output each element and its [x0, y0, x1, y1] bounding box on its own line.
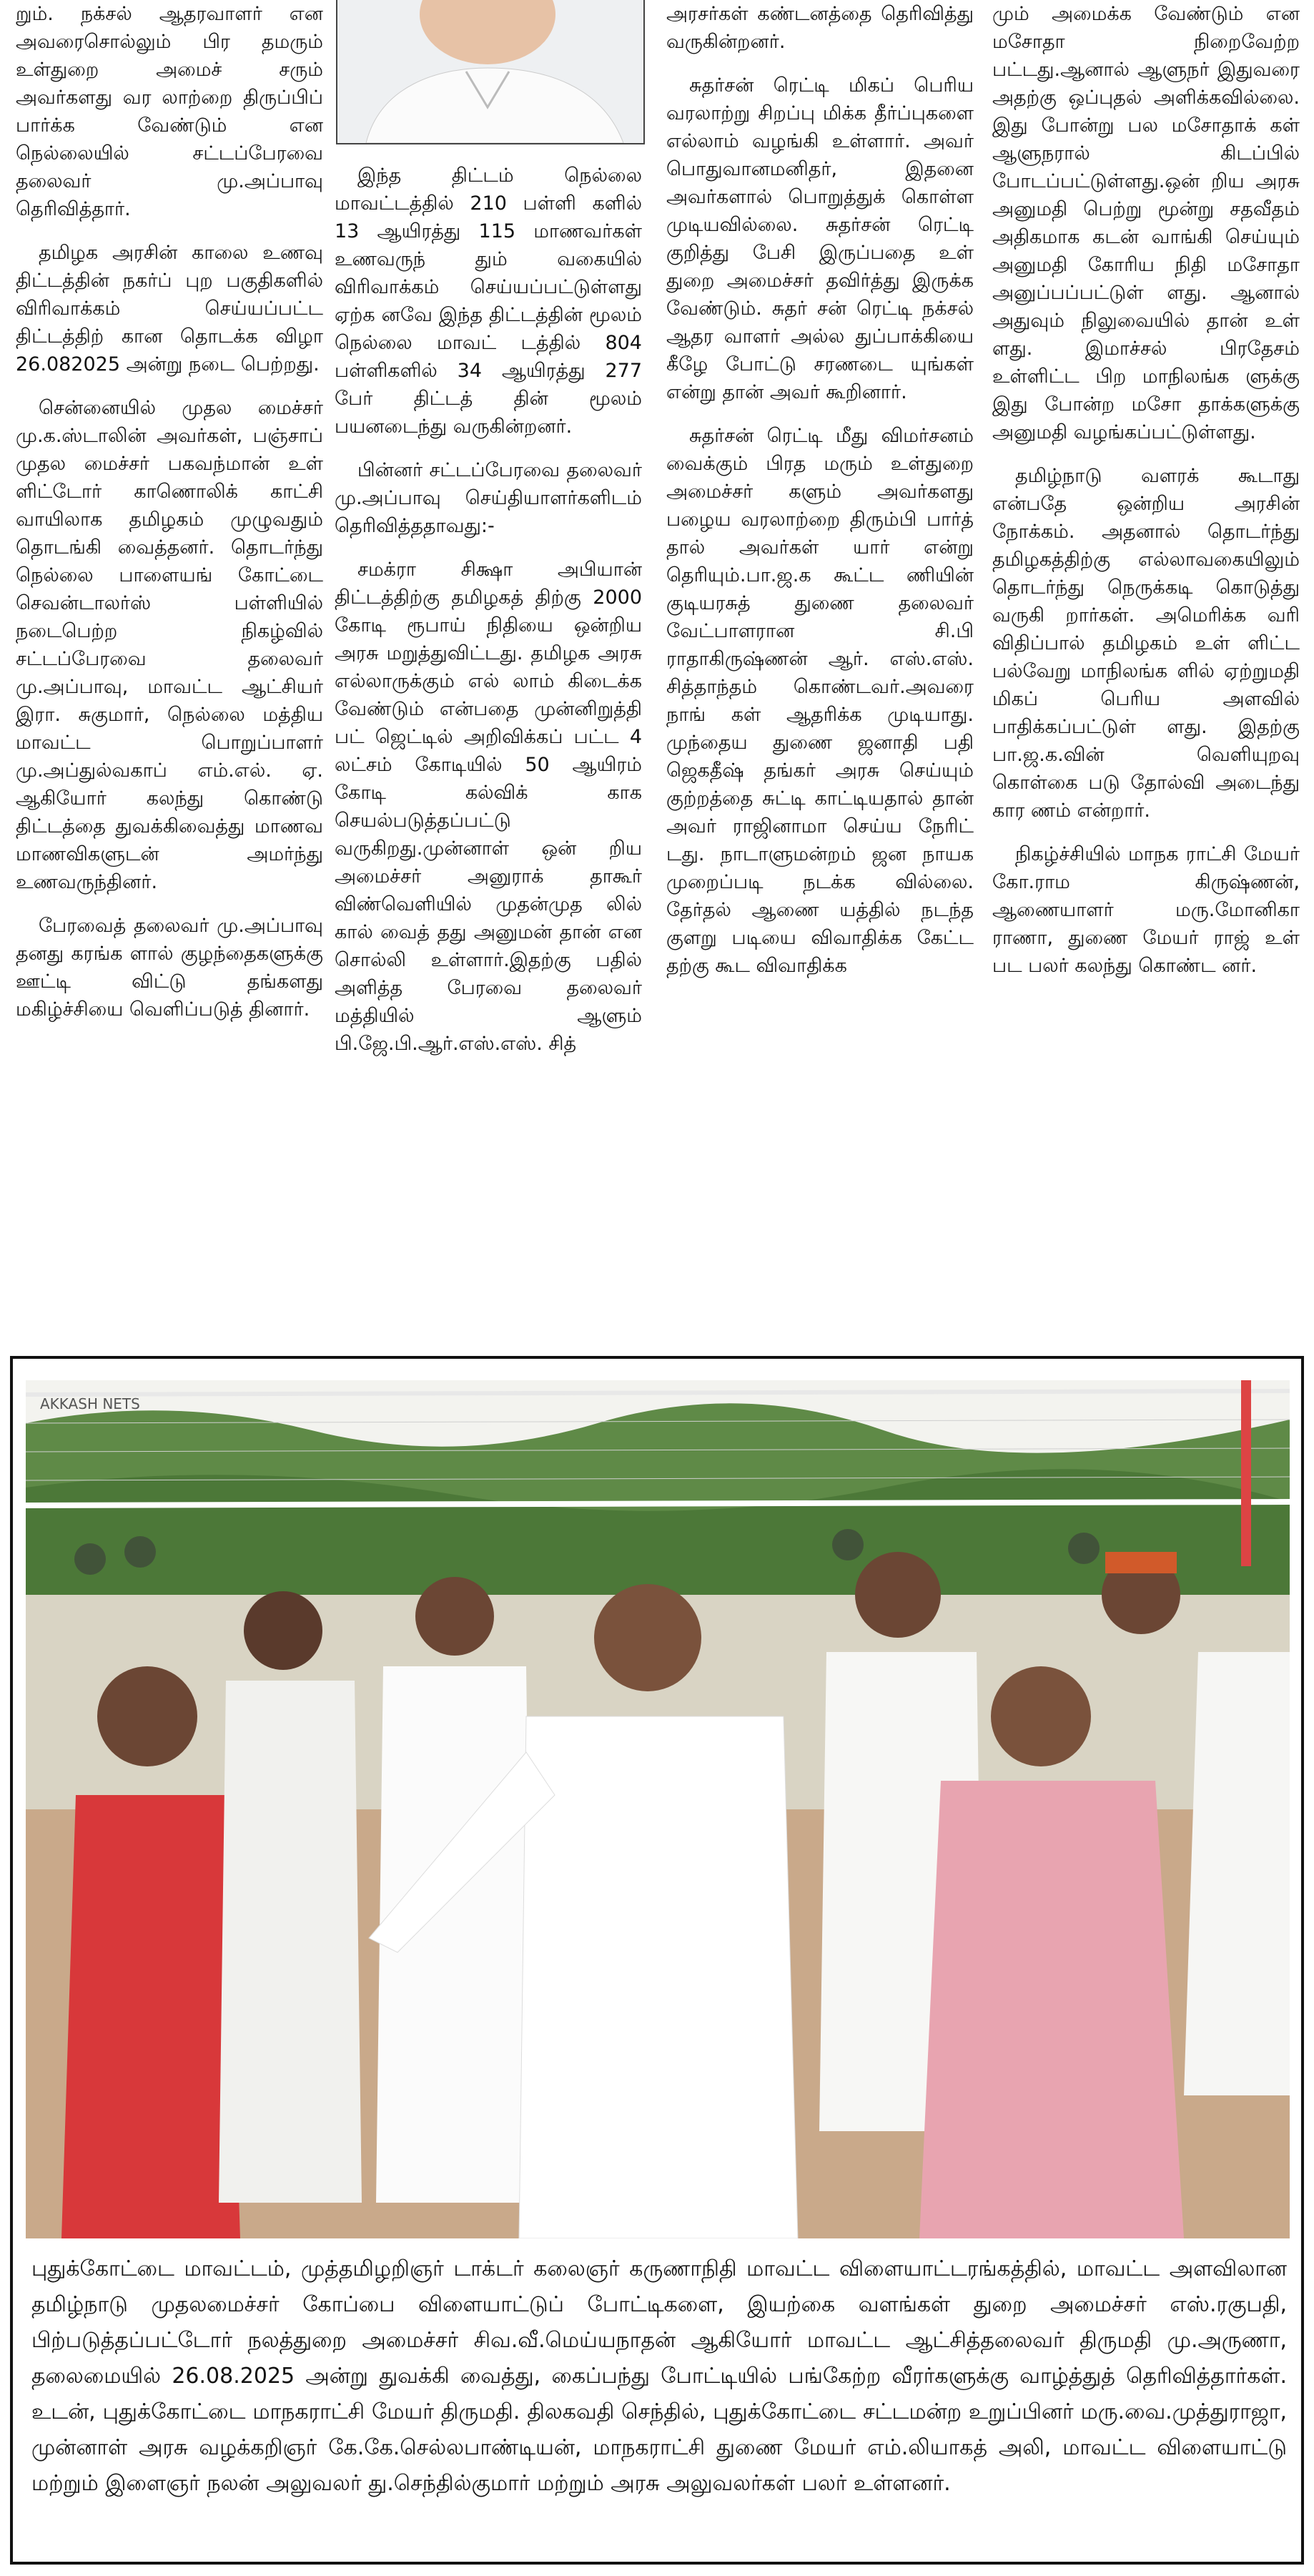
article-column-1	[16, 0, 323, 1039]
paragraph: அரசர்கள் கண்டனத்தை தெரிவித்து வருகின்றனர்.	[666, 3, 974, 53]
photo-watermark: AKKASH NETS	[40, 1395, 140, 1412]
paragraph: சென்னையில் முதல மைச்சர் மு.க.ஸ்டாலின் அவர்கள், பஞ்சாப் முதல மைச்சர் பகவந்மான் உள் ளிட்டோர் காணொலிக் காட்சி வாயிலாக தமிழகம் முழுவதும் தொடங்கி வைத்தனர். தொடர்ந்து நெல்லை பாளையங் கோட்டை செவன்டாலர்ஸ் பள்ளியில் நடைபெற்ற நிகழ்வில் சட்டப்பேரவை தலைவர் மு.அப்பாவு, மாவட்ட ஆட்சியர் இரா. சுகுமார், நெல்லை மத்திய மாவட்ட பொறுப்பாளர் மு.அப்துல்வகாப் எம்.எல். ஏ. ஆகியோர் கலந்து கொண்டு திட்டத்தை துவக்கிவைத்து மாணவ மாணவிகளுடன் அமர்ந்து உணவருந்தினர்.	[16, 397, 323, 893]
event-photo	[26, 1380, 1290, 2238]
paragraph: பேரவைத் தலைவர் மு.அப்பாவு தனது கரங்க ளால் குழந்தைகளுக்கு ஊட்டி விட்டு தங்களது மகிழ்ச்சியை வெளிப்படுத் தினார்.	[16, 915, 323, 1021]
paragraph: தமிழக அரசின் காலை உணவு திட்டத்தின் நகர்ப் புற பகுதிகளில் விரிவாக்கம் செய்யப்பட்ட திட்டத்திற் கான தொடக்க விழா 26.082025 அன்று நடை பெற்றது.	[16, 242, 323, 375]
paragraph: நிகழ்ச்சியில் மாநக ராட்சி மேயர் கோ.ராம கிருஷ்ணன், ஆணையாளர் மரு.மோனிகா ராணா, துணை மேயர் ராஜ் உள் பட பலர் கலந்து கொண்ட னர்.	[992, 843, 1300, 977]
article-column-4	[992, 0, 1300, 996]
paragraph: இந்த திட்டம் நெல்லை மாவட்டத்தில் 210 பள்ளி களில் 13 ஆயிரத்து 115 மாணவர்கள் உணவருந் தும் வகையில் விரிவாக்கம் செய்யப்பட்டுள்ளது ஏற்க னவே இந்த திட்டத்தின் மூலம் நெல்லை மாவட் டத்தில் 804 பள்ளிகளில் 34 ஆயிரத்து 277 பேர் திட்டத் தின் மூலம் பயனடைந்து வருகின்றனர்.	[335, 164, 642, 438]
paragraph: சுதர்சன் ரெட்டி மிகப் பெரிய வரலாற்று சிறப்பு மிக்க தீர்ப்புகளை எல்லாம் வழங்கி உள்ளார். அவர் பொதுவானமனிதர், இதனை அவர்களால் பொறுத்துக் கொள்ள முடியவில்லை. சுதர்சன் ரெட்டி குறித்து பேசி இருப்பதை உள் துறை அமைச்சர் தவிர்த்து இருக்க வேண்டும். சுதர் சன் ரெட்டி நக்சல் ஆதர வாளர் அல்ல துப்பாக்கியை கீழே போட்டு சரணடை யுங்கள் என்று தான் அவர் கூறினார்.	[666, 74, 974, 403]
paragraph: மும் அமைக்க வேண்டும் என மசோதா நிறைவேற்ற பட்டது.ஆனால் ஆளுநர் இதுவரை அதற்கு ஒப்புதல் அளிக்கவில்லை. இது போன்று பல மசோதாக் கள் ஆளுநரால் கிடப்பில் போடப்பட்டுள்ளது.ஒன் றிய அரசு அனுமதி பெற்று மூன்று சதவீதம் அதிகமாக கடன் வாங்கி செய்யும் அனுமதி கோரிய நிதி மசோதா அனுப்பப்பட்டுள் ளது. ஆனால் அதுவும் நிலுவையில் தான் உள் ளது. இமாச்சல் பிரதேசம் உள்ளிட்ட பிற மாநிலங்க ளுக்கு இது போன்ற மசோ தாக்களுக்கு அனுமதி வழங்கப்பட்டுள்ளது.	[992, 3, 1300, 443]
paragraph: பின்னர் சட்டப்பேரவை தலைவர் மு.அப்பாவு செய்தியாளர்களிடம் தெரிவித்ததாவது:-	[335, 459, 642, 537]
photo-caption: புதுக்கோட்டை மாவட்டம், முத்தமிழறிஞர் டாக்டர் கலைஞர் கருணாநிதி மாவட்ட விளையாட்டரங்கத்தில், மாவட்ட அளவிலான தமிழ்நாடு முதலமைச்சர் கோப்பை விளையாட்டுப் போட்டிகளை, இயற்கை வளங்கள் துறை அமைச்சர் எஸ்.ரகுபதி, பிற்படுத்தப்பட்டோர் நலத்துறை அமைச்சர் சிவ.வீ.மெய்யநாதன் ஆகியோர் மாவட்ட ஆட்சித்தலைவர் திருமதி மு.அருணா, தலைமையில் 26.08.2025 அன்று துவக்கி வைத்து, கைப்பந்து போட்டியில் பங்கேற்ற வீரர்களுக்கு வாழ்த்துத் தெரிவித்தார்கள். உடன், புதுக்கோட்டை மாநகராட்சி மேயர் திருமதி. திலகவதி செந்தில், புதுக்கோட்டை சட்டமன்ற உறுப்பினர் மரு.வை.முத்துராஜா, முன்னாள் அரசு வழக்கறிஞர் கே.கே.செல்லபாண்டியன், மாநகராட்சி துணை மேயர் எம்.லியாகத் அலி, மாவட்ட விளையாட்டு மற்றும் இளைஞர் நலன் அலுவலர் து.செந்தில்குமார் மற்றும் அரசு அலுவலர்கள் பலர் உள்ளனர்.	[31, 2256, 1287, 2496]
paragraph: தமிழ்நாடு வளரக் கூடாது என்பதே ஒன்றிய அரசின் நோக்கம். அதனால் தொடர்ந்து தமிழகத்திற்கு எல்லாவகையிலும் தொடர்ந்து நெருக்கடி கொடுத்து வருகி றார்கள். அமெரிக்க வரி விதிப்பால் தமிழகம் உள் ளிட்ட பல்வேறு மாநிலங்க ளில் ஏற்றுமதி மிகப் பெரிய அளவில் பாதிக்கப்பட்டுள் ளது. இதற்கு பா.ஜ.க.வின் வெளியுறவு கொள்கை படு தோல்வி அடைந்து கார ணம் என்றார்.	[992, 465, 1300, 822]
paragraph: சமக்ரா சிக்ஷா அபியான் திட்டத்திற்கு தமிழகத் திற்கு 2000 கோடி ரூபாய் நிதியை ஒன்றிய அரசு மறுத்துவிட்டது. தமிழக அரசு எல்லாருக்கும் எல் லாம் கிடைக்க வேண்டும் என்பதை முன்னிறுத்தி பட் ஜெட்டில் அறிவிக்கப் பட்ட 4 லட்சம் கோடியில் 50 ஆயிரம் கோடி கல்விக் காக செயல்படுத்தப்பட்டு வருகிறது.முன்னாள் ஒன் றிய அமைச்சர் அனுராக் தாகூர் விண்வெளியில் முதன்முத லில் கால் வைத் தது அனுமன் தான் என சொல்லி உள்ளார்.இதற்கு பதில் அளித்த பேரவை தலைவர் மத்தியில் ஆளும் பி.ஜே.பி.ஆர்.எஸ்.எஸ். சித்	[335, 559, 642, 1055]
photo-box	[10, 1356, 1304, 2565]
paragraph: றும். நக்சல் ஆதரவாளர் என அவரைசொல்லும் பிர தமரும் உள்துறை அமைச் சரும் அவர்களது வர லாற்றை திருப்பிப் பார்க்க வேண்டும் என நெல்லையில் சட்டப்பேரவை தலைவர் மு.அப்பாவு தெரிவித்தார்.	[16, 3, 323, 220]
paragraph: சுதர்சன் ரெட்டி மீது விமர்சனம் வைக்கும் பிரத மரும் உள்துறை அமைச்சர் களும் அவர்களது பழைய வரலாற்றை திரும்பி பார்த் தால் அவர்கள் யார் என்று தெரியும்.பா.ஜ.க கூட்ட ணியின் குடியரசுத் துணை தலைவர் வேட்பாளரான சி.பி ராதாகிருஷ்ணன் ஆர். எஸ்.எஸ். சித்தாந்தம் கொண்டவர்.அவரை நாங் கள் ஆதரிக்க முடியாது. முந்தைய துணை ஜனாதி பதி ஜெகதீஷ் தங்கர் அரசு செய்யும் குற்றத்தை சுட்டி காட்டியதால் தான் அவர் ராஜினாமா செய்ய நேரிட் டது. நாடாளுமன்றம் ஜன நாயக முறைப்படி நடக்க வில்லை. தேர்தல் ஆணை யத்தில் நடந்த குளறு படியை விவாதிக்க கேட்ட தற்கு கூட விவாதிக்க	[666, 425, 974, 977]
article-column-2	[335, 0, 642, 1073]
article-column-3	[666, 0, 974, 996]
